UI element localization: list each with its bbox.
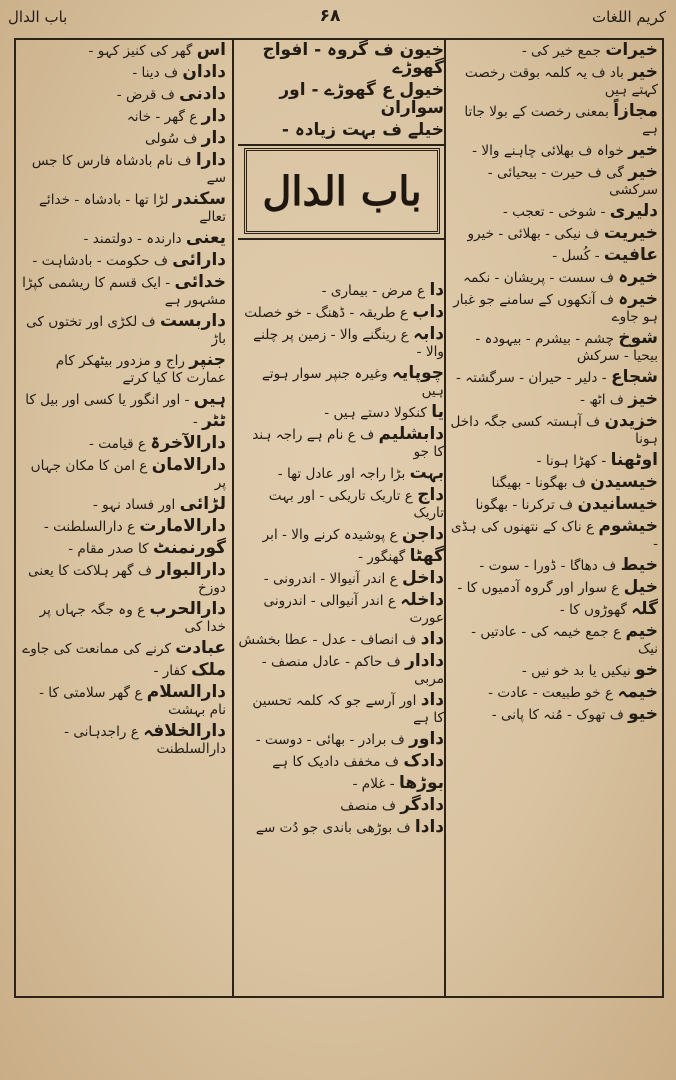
headword: لڑائی <box>179 494 226 514</box>
definition: باد ف یہ کلمہ بوقت رخصت کہتے ہیں <box>464 65 658 98</box>
definition: ف دھاگا - ڈورا - سوت - <box>479 558 621 574</box>
definition: جمع خیر کی - <box>521 43 606 59</box>
definition: نیکیں یا بد خو نیں - <box>521 663 636 679</box>
definition: خواہ ف بھلائی چاہنے والا - <box>472 143 629 159</box>
entry <box>20 130 226 148</box>
entry: خیلے ف بہت زیادہ - <box>281 120 444 140</box>
headword: گلہ <box>631 599 658 619</box>
headword: دارالامارت <box>139 516 226 536</box>
headword: دارالبوار <box>156 560 226 580</box>
entry <box>20 601 226 636</box>
headword: داج <box>417 485 444 505</box>
entry <box>450 103 658 138</box>
definition: ف بوڑھی باندی جو دُت سے <box>255 820 415 836</box>
entry <box>238 570 444 588</box>
headword: ٹٹر <box>202 411 226 431</box>
headword: خیریت <box>603 223 658 243</box>
definition: ع پوشیدہ کرنے والا - ابر <box>262 527 402 543</box>
entry <box>20 230 226 248</box>
definition: ف حاکم - عادل منصف - مربی <box>261 654 444 687</box>
headword: شوخ <box>618 328 658 348</box>
entry <box>238 753 444 771</box>
headword: داخل <box>402 568 444 588</box>
definition: ع گھر - خانہ <box>126 109 202 125</box>
headword: بوڑھا <box>399 773 444 793</box>
headword: خیط <box>620 555 658 575</box>
definition: ع مرض - بیماری - <box>321 283 430 299</box>
entry <box>450 203 658 221</box>
entry <box>20 540 226 558</box>
entry <box>450 64 658 99</box>
entry <box>20 313 226 348</box>
column-right <box>450 42 658 728</box>
definition: ع طریقہ - ڈھنگ - خو خصلت <box>244 305 413 321</box>
headword: سکندر <box>172 189 226 209</box>
entry <box>450 391 658 409</box>
headword: داور <box>409 729 444 749</box>
definition: ع وہ جگہ جہاں پر خدا کی <box>39 602 226 635</box>
entry <box>20 723 226 758</box>
entry <box>20 562 226 597</box>
definition: ف نام بادشاہ فارس کا جس سے <box>31 153 226 186</box>
entry <box>450 601 658 619</box>
entry <box>20 191 226 226</box>
entry <box>238 653 444 688</box>
headword: دابشلیم <box>378 424 444 444</box>
headword: خیر <box>628 62 658 82</box>
headword: داخلہ <box>400 590 444 610</box>
headword: داب <box>412 302 444 322</box>
headword: داد <box>420 629 444 649</box>
definition: ع گھر سلامتی کا - نام بہشت <box>39 685 226 718</box>
entry <box>450 42 658 60</box>
headword: اوٹھنا <box>610 450 658 470</box>
entry <box>238 404 444 422</box>
definition: کنکولا دستے ہیں - <box>324 405 432 421</box>
definition: ف نیکی - بھلائی - خیرو <box>467 226 604 242</box>
headword: چوپایہ <box>391 363 444 383</box>
headword: داجن <box>401 524 444 544</box>
entry <box>238 819 444 837</box>
headword: خدائی <box>174 272 226 292</box>
entry <box>450 164 658 199</box>
title-rule-top <box>238 144 444 146</box>
entry <box>238 326 444 361</box>
entry <box>450 413 658 448</box>
definition: - <box>192 414 203 430</box>
column-divider-left <box>232 38 234 998</box>
headword: دلیری <box>609 201 658 221</box>
entry <box>238 775 444 793</box>
definition: ع قیامت - <box>89 436 151 452</box>
headword: خو <box>635 660 658 680</box>
entry <box>450 142 658 160</box>
headword: خیمہ <box>617 682 658 702</box>
entry <box>238 526 444 544</box>
entry <box>20 684 226 719</box>
running-header-book-title: کریم اللغات <box>592 8 666 26</box>
definition: ع تاریک تاریکی - اور بہت تاریک <box>268 488 444 521</box>
entry <box>20 86 226 104</box>
entry <box>238 426 444 461</box>
title-rule-bottom <box>238 238 444 240</box>
entry <box>238 548 444 566</box>
definition: ف آنکھوں کے سامنے جو غبار ہو جاوے <box>453 292 658 325</box>
entry <box>450 684 658 702</box>
top-middle-entries <box>238 42 444 142</box>
headword: خیرہ <box>618 289 658 309</box>
definition: کرنے کی ممانعت کی جاوے <box>22 641 176 657</box>
entry <box>450 269 658 287</box>
definition: گھوڑوں کا - <box>559 602 632 618</box>
headword: خیل <box>623 577 658 597</box>
definition: دارندہ - دولتمند - <box>83 231 186 247</box>
definition: ف منصف <box>340 798 401 814</box>
headword: دارالسلام <box>146 682 226 702</box>
headword: دار <box>201 106 226 126</box>
headword: خیم <box>625 621 658 641</box>
definition: ف لکڑی اور تختوں کی باڑ <box>26 314 226 347</box>
headword: دارالخلافہ <box>143 721 226 741</box>
entry <box>238 282 444 300</box>
definition: ع خو طبیعت - عادت - <box>488 685 618 701</box>
definition: ع دارالسلطنت - <box>43 519 140 535</box>
column-divider-right <box>444 38 446 998</box>
definition: ع راجدہانی - دارالسلطنت <box>64 724 226 757</box>
definition: ف ع نام ہے راجہ ہند کا جو <box>252 427 444 460</box>
definition: ف برادر - بھائی - دوست - <box>255 732 410 748</box>
headword: مجازاً <box>613 101 658 121</box>
definition: گی ف حیرت - بیحیائی - سرکشی <box>487 165 658 198</box>
definition: - کھڑا ہونا - <box>536 453 611 469</box>
entry: خیون ف گروہ - افواج گھوڑے <box>262 40 444 78</box>
entry <box>20 352 226 387</box>
definition: بڑا راجہ اور عادل تھا - <box>277 466 410 482</box>
definition: - اور انگور یا کسی اور بیل کا <box>25 392 194 408</box>
entry <box>450 330 658 365</box>
headword: بہت <box>409 463 444 483</box>
definition: ف دینا - <box>132 65 183 81</box>
entry <box>20 64 226 82</box>
headword: دادان <box>182 62 226 82</box>
definition: ع سوار اور گروہ آدمیوں کا - <box>457 580 624 596</box>
headword: خیز <box>628 389 658 409</box>
headword: داربست <box>159 311 226 331</box>
column-middle <box>238 282 444 841</box>
entry <box>20 152 226 187</box>
headword: دادا <box>414 817 444 837</box>
headword: خزیدن <box>604 411 658 431</box>
entry <box>20 640 226 658</box>
entry <box>450 706 658 724</box>
definition: کا صدر مقام - <box>68 541 153 557</box>
entry <box>450 225 658 243</box>
definition: - دلیر - حیران - سرگشتہ - <box>456 370 612 386</box>
headword: دار <box>201 128 226 148</box>
headword: یا <box>431 402 444 422</box>
headword: جنپر <box>189 350 226 370</box>
entry <box>20 457 226 492</box>
headword: دا <box>429 280 444 300</box>
definition: - کُسل - <box>552 248 604 264</box>
definition: ف قرض - <box>116 87 180 103</box>
headword: دارالحرب <box>149 599 226 619</box>
definition: ع رینگنے والا - زمین پر چلنے والا - <box>253 327 444 360</box>
entry <box>20 413 226 431</box>
entry <box>20 518 226 536</box>
entry <box>450 623 658 658</box>
entry <box>20 662 226 680</box>
definition: ف آہستہ کسی جگہ داخل ہونا <box>450 414 658 447</box>
definition: ع جمع خیمہ کی - عادتیں - نیک <box>471 624 658 657</box>
entry <box>20 252 226 270</box>
definition: ع اندر آنیوالی - اندرونی عورت <box>263 593 444 626</box>
definition: وغیرہ جنپر سوار ہوتے ہیں <box>261 366 444 399</box>
entry <box>238 465 444 483</box>
entry <box>450 662 658 680</box>
column-left <box>20 42 226 762</box>
entry <box>20 435 226 453</box>
definition: لڑا تھا - بادشاہ - خدائے تعالے <box>38 192 226 225</box>
definition: ع امن کا مکان جہاں پر <box>30 458 226 491</box>
headword: گورنمنٹ <box>152 538 226 558</box>
entry <box>20 496 226 514</box>
headword: خیر <box>628 162 658 182</box>
section-title-box <box>244 148 440 234</box>
entry <box>238 304 444 322</box>
entry <box>238 631 444 649</box>
headword: گھٹا <box>409 546 444 566</box>
running-header-section: باب الدال <box>8 8 68 26</box>
definition: - شوخی - تعجب - <box>502 204 610 220</box>
headword: خیسانیدن <box>577 494 658 514</box>
definition: ع ناک کے نتھنوں کی ہڈی - <box>451 519 658 552</box>
definition: راج و مزدور بیٹھکر کام عمارت کا کیا کرتے <box>55 353 226 386</box>
definition: - ایک قسم کا ریشمی کپڑا مشہور ہے <box>22 275 226 308</box>
entry <box>450 247 658 265</box>
definition: اور فساد نہو - <box>92 497 180 513</box>
definition: ف بھگونا - بھیگنا <box>491 475 591 491</box>
headword: عافیت <box>603 245 658 265</box>
definition: کفار - <box>153 663 192 679</box>
headword: خیر <box>628 140 658 160</box>
entry <box>20 42 226 60</box>
definition: چشم - بیشرم - بیہودہ - بیحیا - سرکش <box>475 331 658 364</box>
entry <box>450 579 658 597</box>
entry <box>20 108 226 126</box>
definition: ف اٹھ - <box>580 392 629 408</box>
section-title: باب الدال <box>262 167 422 215</box>
entry <box>450 496 658 514</box>
headword: داد <box>420 690 444 710</box>
definition: ف ترکرنا - بھگونا <box>475 497 578 513</box>
headword: دارائی <box>172 250 226 270</box>
headword: ہیں <box>193 389 226 409</box>
definition: بمعنی رخصت کے بولا جاتا ہے <box>464 104 658 137</box>
entry <box>20 391 226 409</box>
definition: گھر کی کنیز کہو - <box>88 43 197 59</box>
entry <box>450 518 658 553</box>
entry <box>450 291 658 326</box>
entry <box>450 557 658 575</box>
definition: ف سست - پریشان - نکمہ <box>463 270 619 286</box>
definition: ف مخفف دادیک کا ہے <box>272 754 404 770</box>
entry <box>238 797 444 815</box>
headword: یعنی <box>185 228 226 248</box>
definition: ف سُولی <box>145 131 202 147</box>
headword: دادار <box>405 651 444 671</box>
entry <box>238 692 444 727</box>
headword: اس <box>196 40 226 60</box>
definition: گھنگور - <box>358 549 410 565</box>
headword: خیرہ <box>618 267 658 287</box>
definition: ف گھر ہلاکت کا یعنی دوزخ <box>28 563 226 596</box>
entry <box>450 452 658 470</box>
headword: دارا <box>195 150 226 170</box>
entry <box>20 274 226 309</box>
headword: دادگر <box>400 795 444 815</box>
headword: خیشوم <box>598 516 658 536</box>
page-number: ۶۸ <box>319 6 341 26</box>
headword: دارالآخرۃ <box>150 433 226 453</box>
entry <box>238 731 444 749</box>
entry <box>450 474 658 492</box>
headword: خیو <box>628 704 658 724</box>
definition: - غلام - <box>352 776 399 792</box>
entry <box>450 369 658 387</box>
headword: ملک <box>191 660 226 680</box>
entry <box>238 592 444 627</box>
headword: دادک <box>403 751 444 771</box>
entry <box>238 487 444 522</box>
headword: عبادت <box>175 638 226 658</box>
headword: دادنی <box>179 84 226 104</box>
definition: اور آرسے جو کہ کلمہ تحسین کا ہے <box>252 693 444 726</box>
definition: ف تھوک - مُنہ کا پانی - <box>491 707 629 723</box>
headword: خیرات <box>605 40 658 60</box>
headword: دابہ <box>413 324 444 344</box>
definition: ف حکومت - بادشاہت - <box>32 253 173 269</box>
headword: خیسیدن <box>590 472 658 492</box>
definition: ع اندر آنیوالا - اندرونی - <box>263 571 403 587</box>
headword: شجاع <box>611 367 658 387</box>
definition: ف انصاف - عدل - عطا بخشش <box>238 632 421 648</box>
headword: دارالامان <box>151 455 226 475</box>
entry: خیول ع گھوڑے - اور سواران <box>279 80 444 118</box>
entry <box>238 365 444 400</box>
